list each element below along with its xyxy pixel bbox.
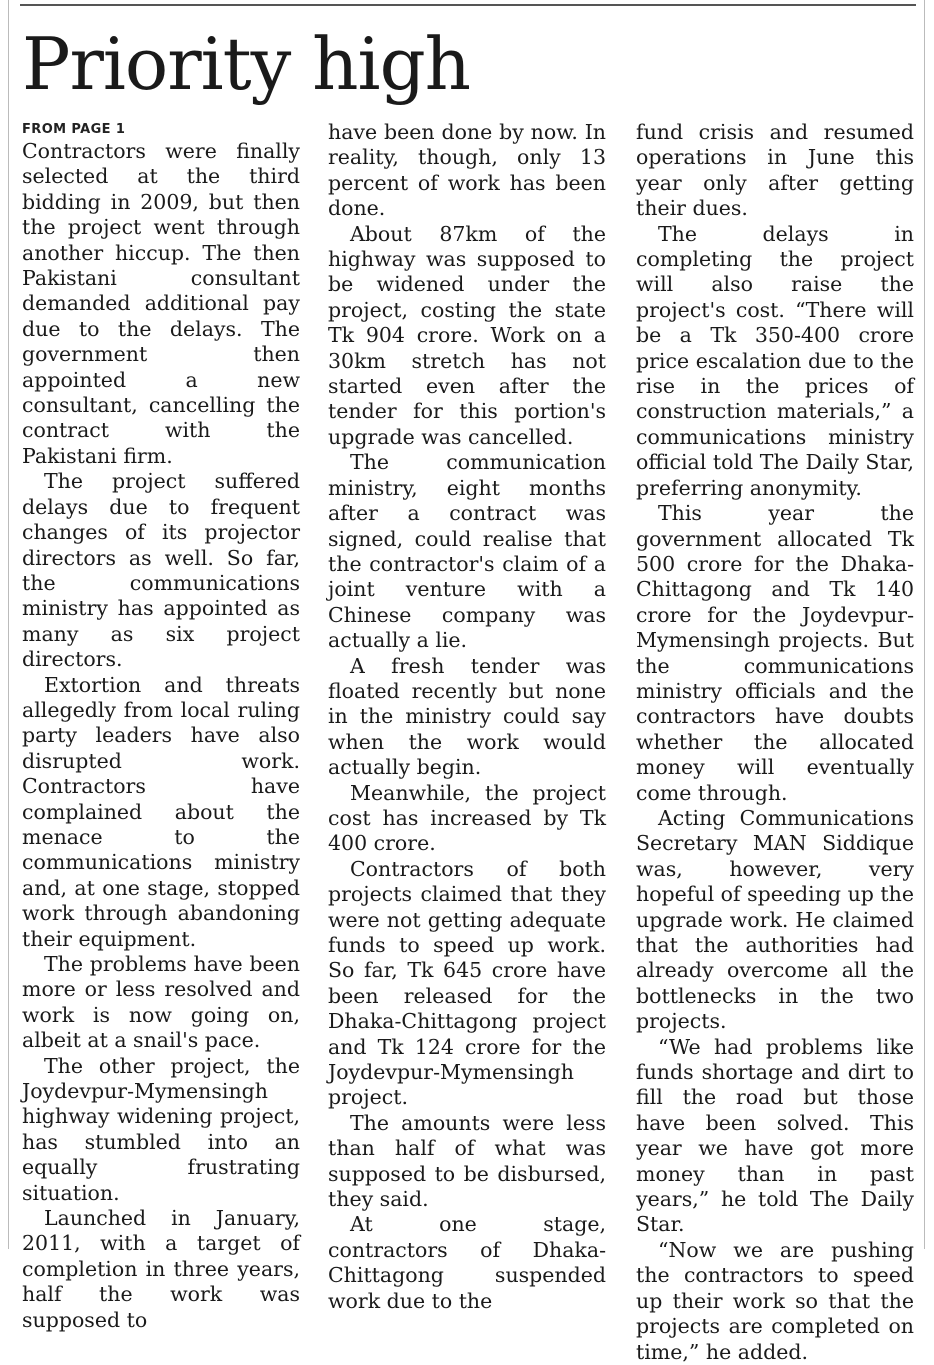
right-border <box>924 0 925 1249</box>
paragraph: About 87km of the highway was supposed to be widened under the project, costing the state Tk 904 crore. Work on a 30km stretch has not started even after the tender for this portion's upgrade was cancelled. <box>328 221 606 449</box>
paragraph: “Now we are pushing the contractors to speed up their work so that the projects are completed on time,” he added. <box>636 1237 914 1364</box>
paragraph: At one stage, contractors of Dhaka-Chittagong suspended work due to the <box>328 1212 606 1313</box>
paragraph: Meanwhile, the project cost has increased by Tk 400 crore. <box>328 780 606 856</box>
paragraph: The delays in completing the project will also raise the project's cost. “There will be a Tk 350-400 crore price escalation due to the rise in the prices of construction materials,” a communications ministry official told The Daily Star, preferring anonymity. <box>636 221 914 500</box>
paragraph: The amounts were less than half of what was supposed to be disbursed, they said. <box>328 1110 606 1212</box>
paragraph: The problems have been more or less resolved and work is now going on, albeit at a snail's pace. <box>22 952 300 1053</box>
paragraph: Acting Communications Secretary MAN Siddique was, however, very hopeful of speeding up the upgrade work. He claimed that the authorities had already overcome all the bottlenecks in the two projects. <box>636 805 914 1034</box>
headline: Priority high <box>22 22 471 106</box>
paragraph: This year the government allocated Tk 500 crore for the Dhaka-Chittagong and Tk 140 crore for the Joydevpur-Mymensingh projects. But the communications ministry officials and the contractors have doubts whether the allocated money will eventually come through. <box>636 501 914 805</box>
paragraph: have been done by now. In reality, though, only 13 percent of work has been done. <box>328 120 606 221</box>
article-column-2 <box>328 120 606 1314</box>
paragraph: The other project, the Joydevpur-Mymensingh highway widening project, has stumbled into an equally frustrating situation. <box>22 1053 300 1205</box>
article-column-3 <box>636 120 914 1365</box>
paragraph: fund crisis and resumed operations in June this year only after getting their dues. <box>636 120 914 221</box>
paragraph: The project suffered delays due to frequent changes of its projector directors as well. So far, the communications ministry has appointed as many as six project directors. <box>22 469 300 672</box>
top-rule <box>20 4 916 6</box>
paragraph: Contractors were finally selected at the third bidding in 2009, but then the project went through another hiccup. The then Pakistani consultant demanded additional pay due to the delays. The government then appointed a new consultant, cancelling the contract with the Pakistani firm. <box>22 139 300 468</box>
paragraph: Launched in January, 2011, with a target of completion in three years, half the work was supposed to <box>22 1206 300 1332</box>
paragraph: Contractors of both projects claimed that they were not getting adequate funds to speed up work. So far, Tk 645 crore have been released for the Dhaka-Chittagong project and Tk 124 crore for the Joydevpur-Mymensingh project. <box>328 856 606 1110</box>
article-column-1 <box>22 120 300 1333</box>
paragraph: “We had problems like funds shortage and dirt to fill the road but those have been solved. This year we have got more money than in past years,” he told The Daily Star. <box>636 1034 914 1237</box>
left-border <box>8 0 9 1249</box>
paragraph: The communication ministry, eight months after a contract was signed, could realise that the contractor's claim of a joint venture with a Chinese company was actually a lie. <box>328 450 606 653</box>
paragraph: A fresh tender was floated recently but none in the ministry could say when the work would actually begin. <box>328 653 606 780</box>
continuation-kicker: FROM PAGE 1 <box>22 122 126 137</box>
paragraph: Extortion and threats allegedly from local ruling party leaders have also disrupted work. Contractors have complained about the menace to the communications ministry and, at one stage, stopped work through abandoning their equipment. <box>22 672 300 951</box>
